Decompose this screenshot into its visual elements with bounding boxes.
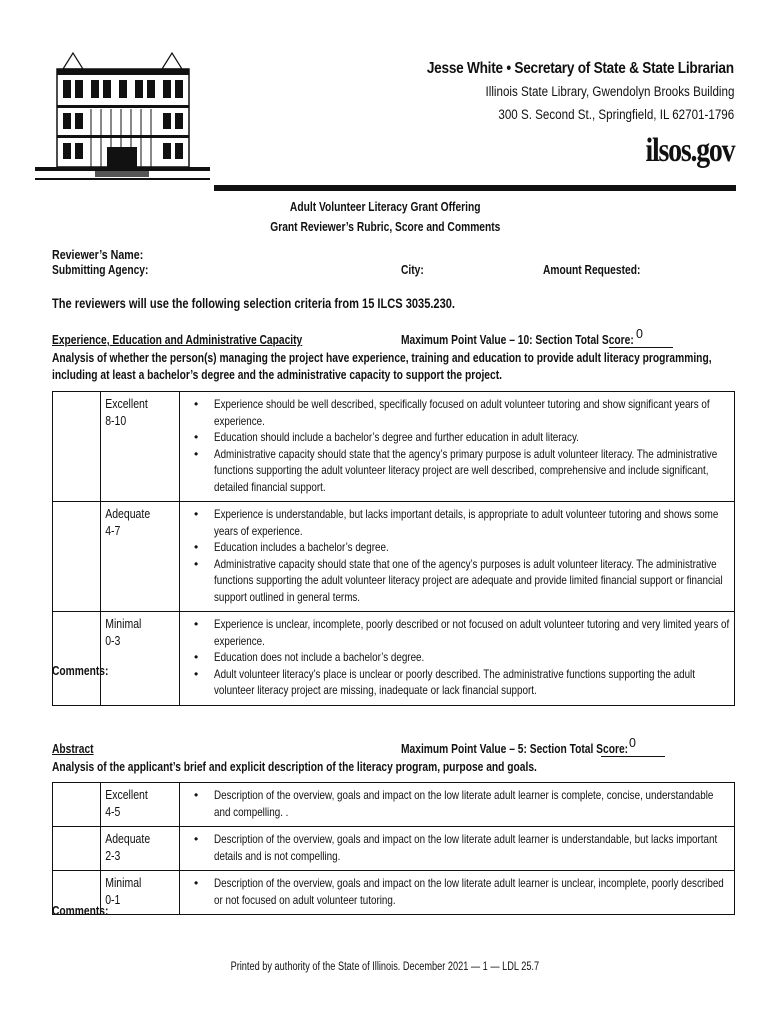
section2-max-points: Maximum Point Value – 5: Section Total Score: (401, 742, 629, 756)
table-row (53, 827, 735, 871)
bullet-icon: • (194, 666, 199, 681)
level-range: 0-1 (105, 893, 121, 907)
list-item: • Experience is unclear, incomplete, poorly described or not focused on adult volunteer tutoring and very limited years of experience. (194, 617, 730, 648)
list-item: • Description of the overview, goals and impact on the low literate adult learner is unclear, incomplete, poorly described or not focused on adult volunteer tutoring. (194, 876, 724, 907)
bullet-icon: • (194, 446, 199, 461)
site-logo: ilsos.gov (645, 132, 734, 169)
list-item: • Administrative capacity should state that the agency’s primary purpose is adult volunteer literacy. The administrative functions supporting the adult volunteer literacy project are well described, comprehensive and include significant, detailed financial support. (194, 446, 718, 494)
level-range: 4-5 (105, 805, 121, 819)
bullet-icon: • (194, 788, 199, 802)
footer: Printed by authority of the State of Illinois. December 2021 — 1 — LDL 25.7 (230, 961, 540, 973)
bullet-icon: • (194, 430, 199, 444)
section1-rubric-table (52, 391, 735, 706)
list-item: • Experience should be well described, specifically focused on adult volunteer tutoring and show significant years of experience. (194, 397, 710, 428)
letterhead-rule (214, 185, 736, 191)
page-subtitle: Grant Reviewer’s Rubric, Score and Comments (269, 220, 501, 234)
reviewer-name-label: Reviewer’s Name: (52, 247, 144, 262)
letterhead-name: Jesse White • Secretary of State & State Librarian (427, 60, 734, 77)
table-row (53, 871, 735, 915)
section2-comments-label: Comments: (52, 904, 109, 918)
bullet-icon: • (194, 876, 199, 890)
section1-max-points: Maximum Point Value – 10: Section Total Score: (401, 333, 634, 347)
level-name: Excellent (105, 788, 148, 802)
list-item: • Description of the overview, goals and impact on the low literate adult learner is understandable, but lacks important details and is not compelling. (194, 832, 718, 863)
section1-comments-label: Comments: (52, 664, 109, 678)
level-name: Minimal (105, 876, 142, 890)
letterhead-building: Illinois State Library, Gwendolyn Brooks Building (485, 84, 734, 99)
list-item: • Administrative capacity should state that one of the agency’s purposes is adult volunteer literacy. The administrative functions supporting the adult volunteer literacy project are adequate and provide limited financial support or financial support outlined in general terms. (194, 556, 723, 604)
bullet-icon: • (194, 650, 199, 664)
bullet-icon: • (194, 617, 199, 631)
section1-heading: Experience, Education and Administrative Capacity (52, 333, 303, 347)
amount-requested-label: Amount Requested: (543, 263, 641, 277)
level-name: Minimal (105, 617, 142, 631)
list-item: • Education includes a bachelor’s degree. (194, 540, 389, 554)
building-illustration (35, 47, 210, 183)
level-name: Excellent (105, 397, 148, 411)
list-item: • Description of the overview, goals and impact on the low literate adult learner is complete, concise, understandable and compelling. . (194, 788, 714, 819)
section2-score: 0 (629, 736, 636, 750)
list-item: • Experience is understandable, but lacks important details, is appropriate to adult volunteer tutoring and shows some years of experience. (194, 507, 719, 538)
level-range: 2-3 (105, 849, 121, 863)
level-range: 0-3 (105, 634, 121, 648)
section1-analysis: Analysis of whether the person(s) managing the project have experience, training and education to provide adult literacy programming, including at least a bachelor’s degree and the administrative capacity to support the project. (52, 351, 712, 382)
section2-heading: Abstract (52, 742, 94, 756)
bullet-icon: • (194, 832, 199, 846)
page-title: Adult Volunteer Literacy Grant Offering (289, 200, 481, 214)
level-range: 8-10 (105, 414, 127, 428)
table-row (53, 502, 735, 612)
table-row (53, 392, 735, 502)
level-range: 4-7 (105, 524, 121, 538)
bullet-icon: • (194, 556, 199, 571)
submitting-agency-label: Submitting Agency: (52, 263, 149, 277)
letterhead-address: 300 S. Second St., Springfield, IL 62701-1796 (498, 107, 734, 122)
bullet-icon: • (194, 540, 199, 554)
bullet-icon: • (194, 507, 199, 521)
bullet-icon: • (194, 397, 199, 411)
table-row (53, 612, 735, 706)
level-name: Adequate (105, 832, 150, 846)
level-name: Adequate (105, 507, 150, 521)
section1-score: 0 (636, 327, 643, 341)
section2-rubric-table (52, 782, 735, 915)
section2-analysis: Analysis of the applicant’s brief and explicit description of the literacy program, purpose and goals. (52, 760, 537, 774)
list-item: • Education does not include a bachelor’s degree. (194, 650, 425, 664)
city-label: City: (401, 263, 424, 277)
table-row (53, 783, 735, 827)
list-item: • Adult volunteer literacy’s place is unclear or poorly described. The administrative functions supporting the adult volunteer literacy project are missing, inadequate or lack financial support. (194, 666, 695, 697)
list-item: • Education should include a bachelor’s degree and further education in adult literacy. (194, 430, 579, 444)
criteria-intro: The reviewers will use the following selection criteria from 15 ILCS 3035.230. (52, 296, 455, 311)
